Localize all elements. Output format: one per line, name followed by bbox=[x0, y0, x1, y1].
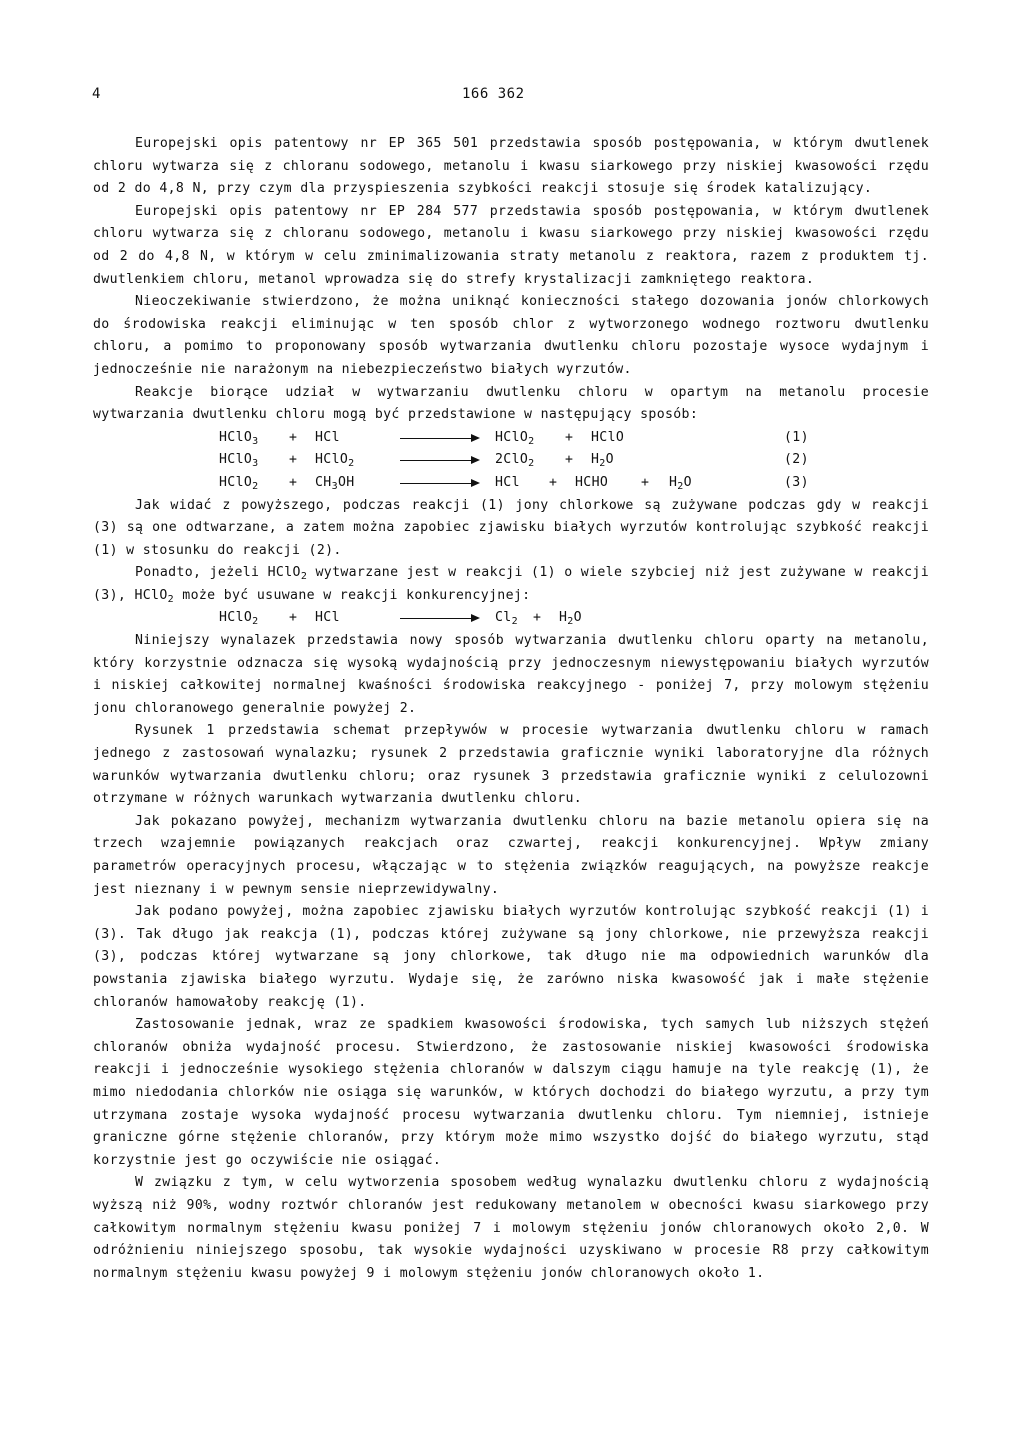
paragraph: Reakcje biorące udział w wytwarzaniu dwutlenku chloru w opartym na metanolu procesie wytwarzania dwutlenku chloru mogą być przedstawione w następujący sposób: bbox=[93, 384, 929, 423]
reactant: $CH_3OH$ bbox=[315, 474, 355, 492]
reactant: HClO$_2$ bbox=[219, 610, 259, 628]
plus-sign: + bbox=[641, 474, 650, 490]
competing-reaction bbox=[93, 607, 929, 630]
reactant: HClO$_3$ bbox=[219, 429, 259, 447]
paragraph: Ponadto, jeżeli HClO$_2$ wytwarzane jest w reakcji (1) o wiele szybciej niż jest zużywane w reakcji (3), HClO$_2$ może być usuwane w reakcji konkurencyjnej: bbox=[93, 565, 929, 605]
paragraph: Rysunek 1 przedstawia schemat przepływów w procesie wytwarzania dwutlenku chloru w ramach jednego z zastosowań wynalazku; rysunek 2 przedstawia graficznie wyniki laboratoryjne dla różnych warunków wytwarzania dwutlenku chloru; oraz rysunek 3 przedstawia graficznie wyniki z celulozowni otrzymane w różnych warunkach wytwarzania dwutlenku chloru. bbox=[93, 723, 929, 807]
paragraph: Jak widać z powyższego, podczas reakcji (1) jony chlorkowe są zużywane podczas gdy w reakcji (3) są one odtwarzane, a zatem można zapobiec zjawisku białych wyrzutów kontrolując szybkość reakcji (1) w stosunku do reakcji (2). bbox=[93, 497, 929, 558]
paragraph: Niniejszy wynalazek przedstawia nowy sposób wytwarzania dwutlenku chloru oparty na metanolu, który korzystnie odznacza się wysoką wydajnością przy jednoczesnym niewystępowaniu białych wyrzutów i niskiej całkowitej normalnej kwaśności środowiska reakcyjnego - poniżej 7, przy molowym stężeniu jonu chloranowego generalnie powyżej 2. bbox=[93, 633, 929, 716]
plus-sign: + bbox=[565, 429, 574, 445]
reaction-equations bbox=[93, 427, 929, 495]
reaction-arrow-icon bbox=[400, 607, 480, 638]
product: HCl bbox=[495, 474, 520, 490]
product: $H_2O$ bbox=[559, 610, 582, 628]
reaction-label: (3) bbox=[784, 474, 809, 490]
plus-sign: + bbox=[565, 452, 574, 468]
plus-sign: + bbox=[289, 452, 298, 468]
reaction-label: (2) bbox=[784, 452, 809, 468]
plus-sign: + bbox=[289, 474, 298, 490]
reaction-equation bbox=[93, 427, 929, 450]
patent-number: 166 362 bbox=[462, 86, 525, 102]
plus-sign: + bbox=[533, 610, 542, 626]
reaction-equation bbox=[93, 607, 929, 630]
product: $Cl_2$ bbox=[495, 610, 518, 628]
paragraph: Nieoczekiwanie stwierdzono, że można uniknąć konieczności stałego dozowania jonów chlorkowych do środowiska reakcji eliminując w ten sposób chlor z wytworzonego wodnego roztworu dwutlenku chloru, a pomimo to proponowany sposób wytwarzania dwutlenku chloru pozostaje wysoce wydajnym i jednocześnie nie narażonym na niebezpieczeństwo białych wyrzutów. bbox=[93, 294, 929, 377]
reaction-arrow-icon bbox=[400, 472, 480, 503]
reaction-label: (1) bbox=[784, 429, 809, 445]
reactant: HClO$_2$ bbox=[315, 452, 355, 470]
reaction-equation bbox=[93, 449, 929, 472]
reactant: HClO$_2$ bbox=[219, 474, 259, 492]
plus-sign: + bbox=[289, 429, 298, 445]
plus-sign: + bbox=[549, 474, 558, 490]
product: $H_2O$ bbox=[591, 452, 614, 470]
paragraph: Europejski opis patentowy nr EP 365 501 przedstawia sposób postępowania, w którym dwutlenek chloru wytwarza się z chloranu sodowego, metanolu i kwasu siarkowego przy niskiej kwasowości rzędu od 2 do 4,8 N, przy czym dla przyspieszenia szybkości reakcji stosuje się środek katalizujący. bbox=[93, 136, 929, 197]
document-body bbox=[93, 133, 929, 1285]
page-number: 4 bbox=[92, 86, 101, 102]
paragraph: Jak pokazano powyżej, mechanizm wytwarzania dwutlenku chloru na bazie metanolu opiera się na trzech wzajemnie powiązanych reakcjach oraz czwartej, reakcji konkurencyjnej. Wpływ zmiany parametrów operacyjnych procesu, włączając w to stężenia związków reagujących, na powyższe reakcje jest nieznany i w pewnym sensie nieprzewidywalny. bbox=[93, 813, 929, 897]
product: $H_2O$ bbox=[669, 474, 692, 492]
product: 2ClO$_2$ bbox=[495, 452, 535, 470]
paragraph: Europejski opis patentowy nr EP 284 577 przedstawia sposób postępowania, w którym dwutlenek chloru wytwarza się z chloranu sodowego, metanolu i kwasu siarkowego przy niskiej kwasowości rzędu od 2 do 4,8 N, w którym w celu zminimalizowania straty metanolu z reaktora, razem z produktem tj. dwutlenkiem chloru, metanol wprowadza się do strefy krystalizacji zamkniętego reaktora. bbox=[93, 203, 929, 287]
product: HClO bbox=[591, 429, 625, 445]
paragraph: W związku z tym, w celu wytworzenia sposobem według wynalazku dwutlenku chloru z wydajnością wyższą niż 90%, wodny roztwór chloranów jest redukowany metanolem w obecności kwasu siarkowego przy całkowitym normalnym stężeniu kwasu poniżej 7 i molowym stężeniu jonów chloranowych około 2,0. W odróżnieniu niniejszego sposobu, tak wysokie wydajności uzyskiwano w procesie R8 przy całkowitym normalnym stężeniu kwasu powyżej 9 i molowym stężeniu jonów chloranowych około 1. bbox=[93, 1175, 929, 1281]
product: HCHO bbox=[575, 474, 609, 490]
reactant: HCl bbox=[315, 429, 340, 445]
reaction-equation bbox=[93, 472, 929, 495]
reactant: HCl bbox=[315, 610, 340, 626]
plus-sign: + bbox=[289, 610, 298, 626]
paragraph: Jak podano powyżej, można zapobiec zjawisku białych wyrzutów kontrolując szybkość reakcji (1) i (3). Tak długo jak reakcja (1), podczas której zużywane są jony chlorkowe, nie przewyższa reakcji (3), podczas której wytwarzane są jony chlorkowe, tak długo nie ma odpowiednich warunków dla powstania zjawiska białego wyrzutu. Wydaje się, że zarówno niska kwasowość jak i małe stężenie chloranów hamowałoby reakcję (1). bbox=[93, 904, 929, 1010]
reactant: HClO$_3$ bbox=[219, 452, 259, 470]
paragraph: Zastosowanie jednak, wraz ze spadkiem kwasowości środowiska, tych samych lub niższych stężeń chloranów obniża wydajność procesu. Stwierdzono, że zastosowanie niskiej kwasowości środowiska reakcji i jednocześnie wysokiego stężenia chloranów w dalszym ciągu hamuje na tyle reakcję (1), że mimo niedodania chlorków nie osiąga się warunków, w których dochodzi do białego wyrzutu, a przy tym utrzymana zostaje wysoka wydajność procesu wytwarzania dwutlenku chloru. Tym niemniej, istnieje graniczne górne stężenie chloranów, przy którym może mimo wszystko dojść do białego wyrzutu, stąd korzystnie jest go oczywiście nie osiągać. bbox=[93, 1017, 929, 1168]
product: HClO$_2$ bbox=[495, 429, 535, 447]
